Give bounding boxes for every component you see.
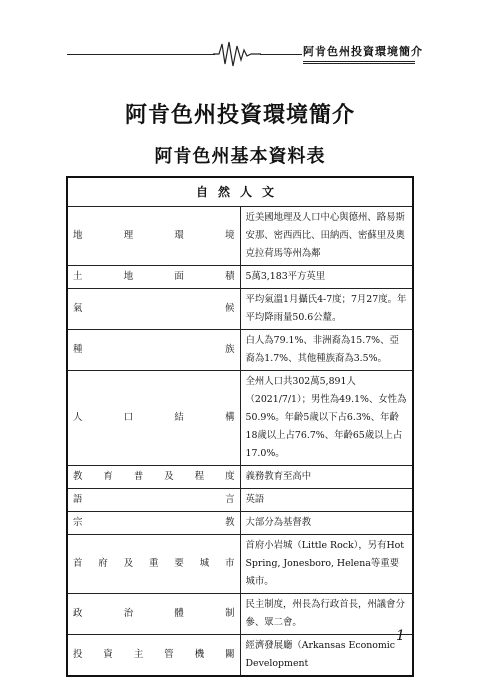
row-value: 大部分為基督教 <box>240 512 413 535</box>
row-label <box>67 594 240 635</box>
row-label-text: 政治體制 <box>73 608 235 619</box>
table-row <box>67 289 413 330</box>
row-label-text: 投資主管機關 <box>73 649 235 660</box>
basic-info-table <box>66 176 414 677</box>
row-label-text: 氣候 <box>73 303 235 314</box>
page-number: 1 <box>396 628 405 644</box>
row-value: 義務教育至高中 <box>240 466 413 489</box>
row-label-text: 語言 <box>73 494 235 505</box>
row-label <box>67 371 240 466</box>
page-title: 阿肯色州投資環境簡介 <box>124 103 355 128</box>
row-value: 近美國地理及人口中心與德州、路易斯安那、密西西比、田納西、密蘇里及奧克拉荷馬等州為鄰 <box>240 207 413 266</box>
row-label-text: 地理環境 <box>73 230 235 241</box>
header-rule-left <box>67 54 215 55</box>
row-label <box>67 635 240 677</box>
table-row <box>67 330 413 371</box>
row-value: 首府小岩城（Little Rock），另有Hot Spring, Jonesboro, Helena等重要城市。 <box>240 535 413 594</box>
table-row <box>67 535 413 594</box>
row-label <box>67 289 240 330</box>
row-value: 白人為79.1%、非洲裔為15.7%、亞裔為1.7%、其他種族裔為3.5%。 <box>240 330 413 371</box>
row-value: 5萬3,183平方英里 <box>240 266 413 289</box>
section-heading: 自然人文 <box>67 177 413 207</box>
table-row <box>67 635 413 677</box>
row-label <box>67 489 240 512</box>
row-label-text: 首府及重要城市 <box>73 558 235 569</box>
table-row <box>67 371 413 466</box>
row-label-text: 人口結構 <box>73 412 235 423</box>
row-value: 英語 <box>240 489 413 512</box>
table-row <box>67 466 413 489</box>
row-label <box>67 266 240 289</box>
table-row <box>67 512 413 535</box>
row-label <box>67 466 240 489</box>
row-label-text: 土地面積 <box>73 271 235 282</box>
table-row <box>67 594 413 635</box>
table-row <box>67 207 413 266</box>
table-section-row <box>67 177 413 207</box>
table-row <box>67 489 413 512</box>
row-label <box>67 512 240 535</box>
table-row <box>67 266 413 289</box>
row-value: 平均氣溫1月攝氏4-7度；7月27度。年平均降雨量50.6公釐。 <box>240 289 413 330</box>
row-label-text: 宗教 <box>73 517 235 528</box>
row-value: 民主制度，州長為行政首長，州議會分參、眾二會。 <box>240 594 413 635</box>
row-label-text: 教育普及程度 <box>73 471 235 482</box>
row-label <box>67 535 240 594</box>
row-label-text: 種族 <box>73 344 235 355</box>
pulse-line-icon <box>213 38 261 68</box>
row-label <box>67 330 240 371</box>
header-rule-right <box>260 54 302 55</box>
header-title: 阿肯色州投資環境簡介 <box>303 44 415 64</box>
page-subtitle: 阿肯色州基本資料表 <box>154 146 326 167</box>
row-label <box>67 207 240 266</box>
row-value: 經濟發展廳（Arkansas Economic Development <box>240 635 413 677</box>
row-value: 全州人口共302萬5,891人（2021/7/1）；男性為49.1%、女性為50.9%。年齡5歲以下占6.3%、年齡18歲以上占76.7%、年齡65歲以上占17.0%。 <box>240 371 413 466</box>
